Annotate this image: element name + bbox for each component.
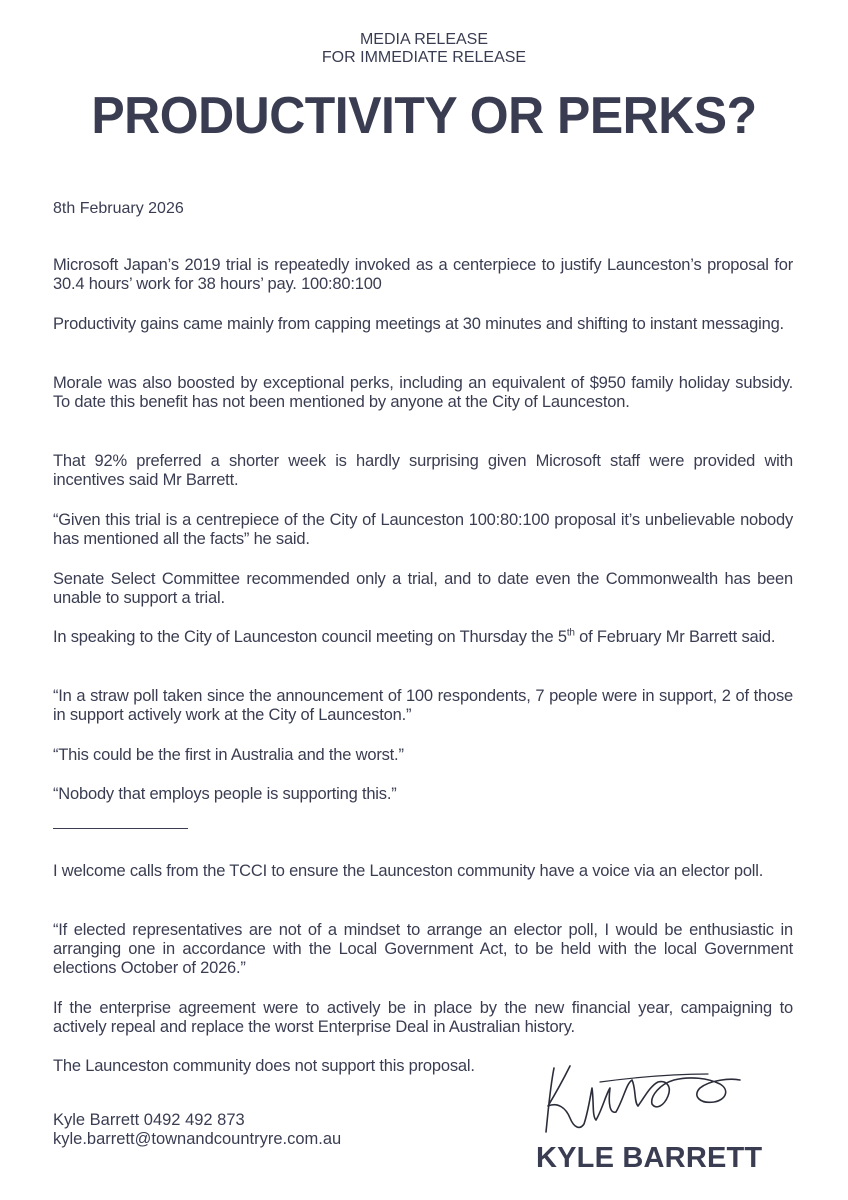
handwritten-signature xyxy=(540,1058,750,1138)
paragraph-10: “Nobody that employs people is supporting this.” xyxy=(53,785,397,803)
paragraph-5: “Given this trial is a centrepiece of the City of Launceston 100:80:100 proposal it’s unbelievable nobody has mentioned all the facts” he said. xyxy=(53,511,793,548)
paragraph-6: Senate Select Committee recommended only a trial, and to date even the Commonwealth has been unable to support a trial. xyxy=(53,570,793,607)
ordinal-suffix: th xyxy=(566,627,575,639)
header-media-release: MEDIA RELEASE xyxy=(359,31,489,48)
paragraph-1: Microsoft Japan’s 2019 trial is repeatedly invoked as a centerpiece to justify Launceston’s proposal for 30.4 hours’ work for 38 hours’ pay. 100:80:100 xyxy=(53,256,793,293)
paragraph-12: “If elected representatives are not of a mindset to arrange an elector poll, I would be enthusiastic in arranging one in accordance with the Local Government Act, to be held with the local Government elections October of 2026.” xyxy=(53,921,793,977)
paragraph-13: If the enterprise agreement were to actively be in place by the new financial year, campaigning to actively repeal and replace the worst Enterprise Deal in Australian history. xyxy=(53,999,793,1036)
signatory-name: KYLE BARRETT xyxy=(536,1142,763,1174)
header-immediate-release: FOR IMMEDIATE RELEASE xyxy=(321,49,527,66)
contact-email: kyle.barrett@townandcountryre.com.au xyxy=(53,1130,342,1148)
paragraph-4: That 92% preferred a shorter week is hardly surprising given Microsoft staff were provided with incentives said Mr Barrett. xyxy=(53,452,793,489)
release-date: 8th February 2026 xyxy=(53,200,184,217)
paragraph-7-part-a: In speaking to the City of Launceston council meeting on Thursday the 5 xyxy=(53,628,567,646)
paragraph-9: “This could be the first in Australia and the worst.” xyxy=(53,746,404,764)
page-title: PRODUCTIVITY OR PERKS? xyxy=(91,87,757,145)
paragraph-2: Productivity gains came mainly from capping meetings at 30 minutes and shifting to instant messaging. xyxy=(53,315,784,333)
paragraph-11: I welcome calls from the TCCI to ensure the Launceston community have a voice via an elector poll. xyxy=(53,862,764,880)
paragraph-7-part-b: of February Mr Barrett said. xyxy=(574,628,776,646)
section-divider xyxy=(53,828,188,829)
paragraph-7 xyxy=(53,628,793,647)
paragraph-14: The Launceston community does not support this proposal. xyxy=(53,1057,475,1075)
paragraph-3: Morale was also boosted by exceptional perks, including an equivalent of $950 family holiday subsidy. To date this benefit has not been mentioned by anyone at the City of Launceston. xyxy=(53,374,793,411)
paragraph-8: “In a straw poll taken since the announcement of 100 respondents, 7 people were in support, 2 of those in support actively work at the City of Launceston.” xyxy=(53,687,793,724)
contact-name-phone: Kyle Barrett 0492 492 873 xyxy=(53,1111,245,1129)
